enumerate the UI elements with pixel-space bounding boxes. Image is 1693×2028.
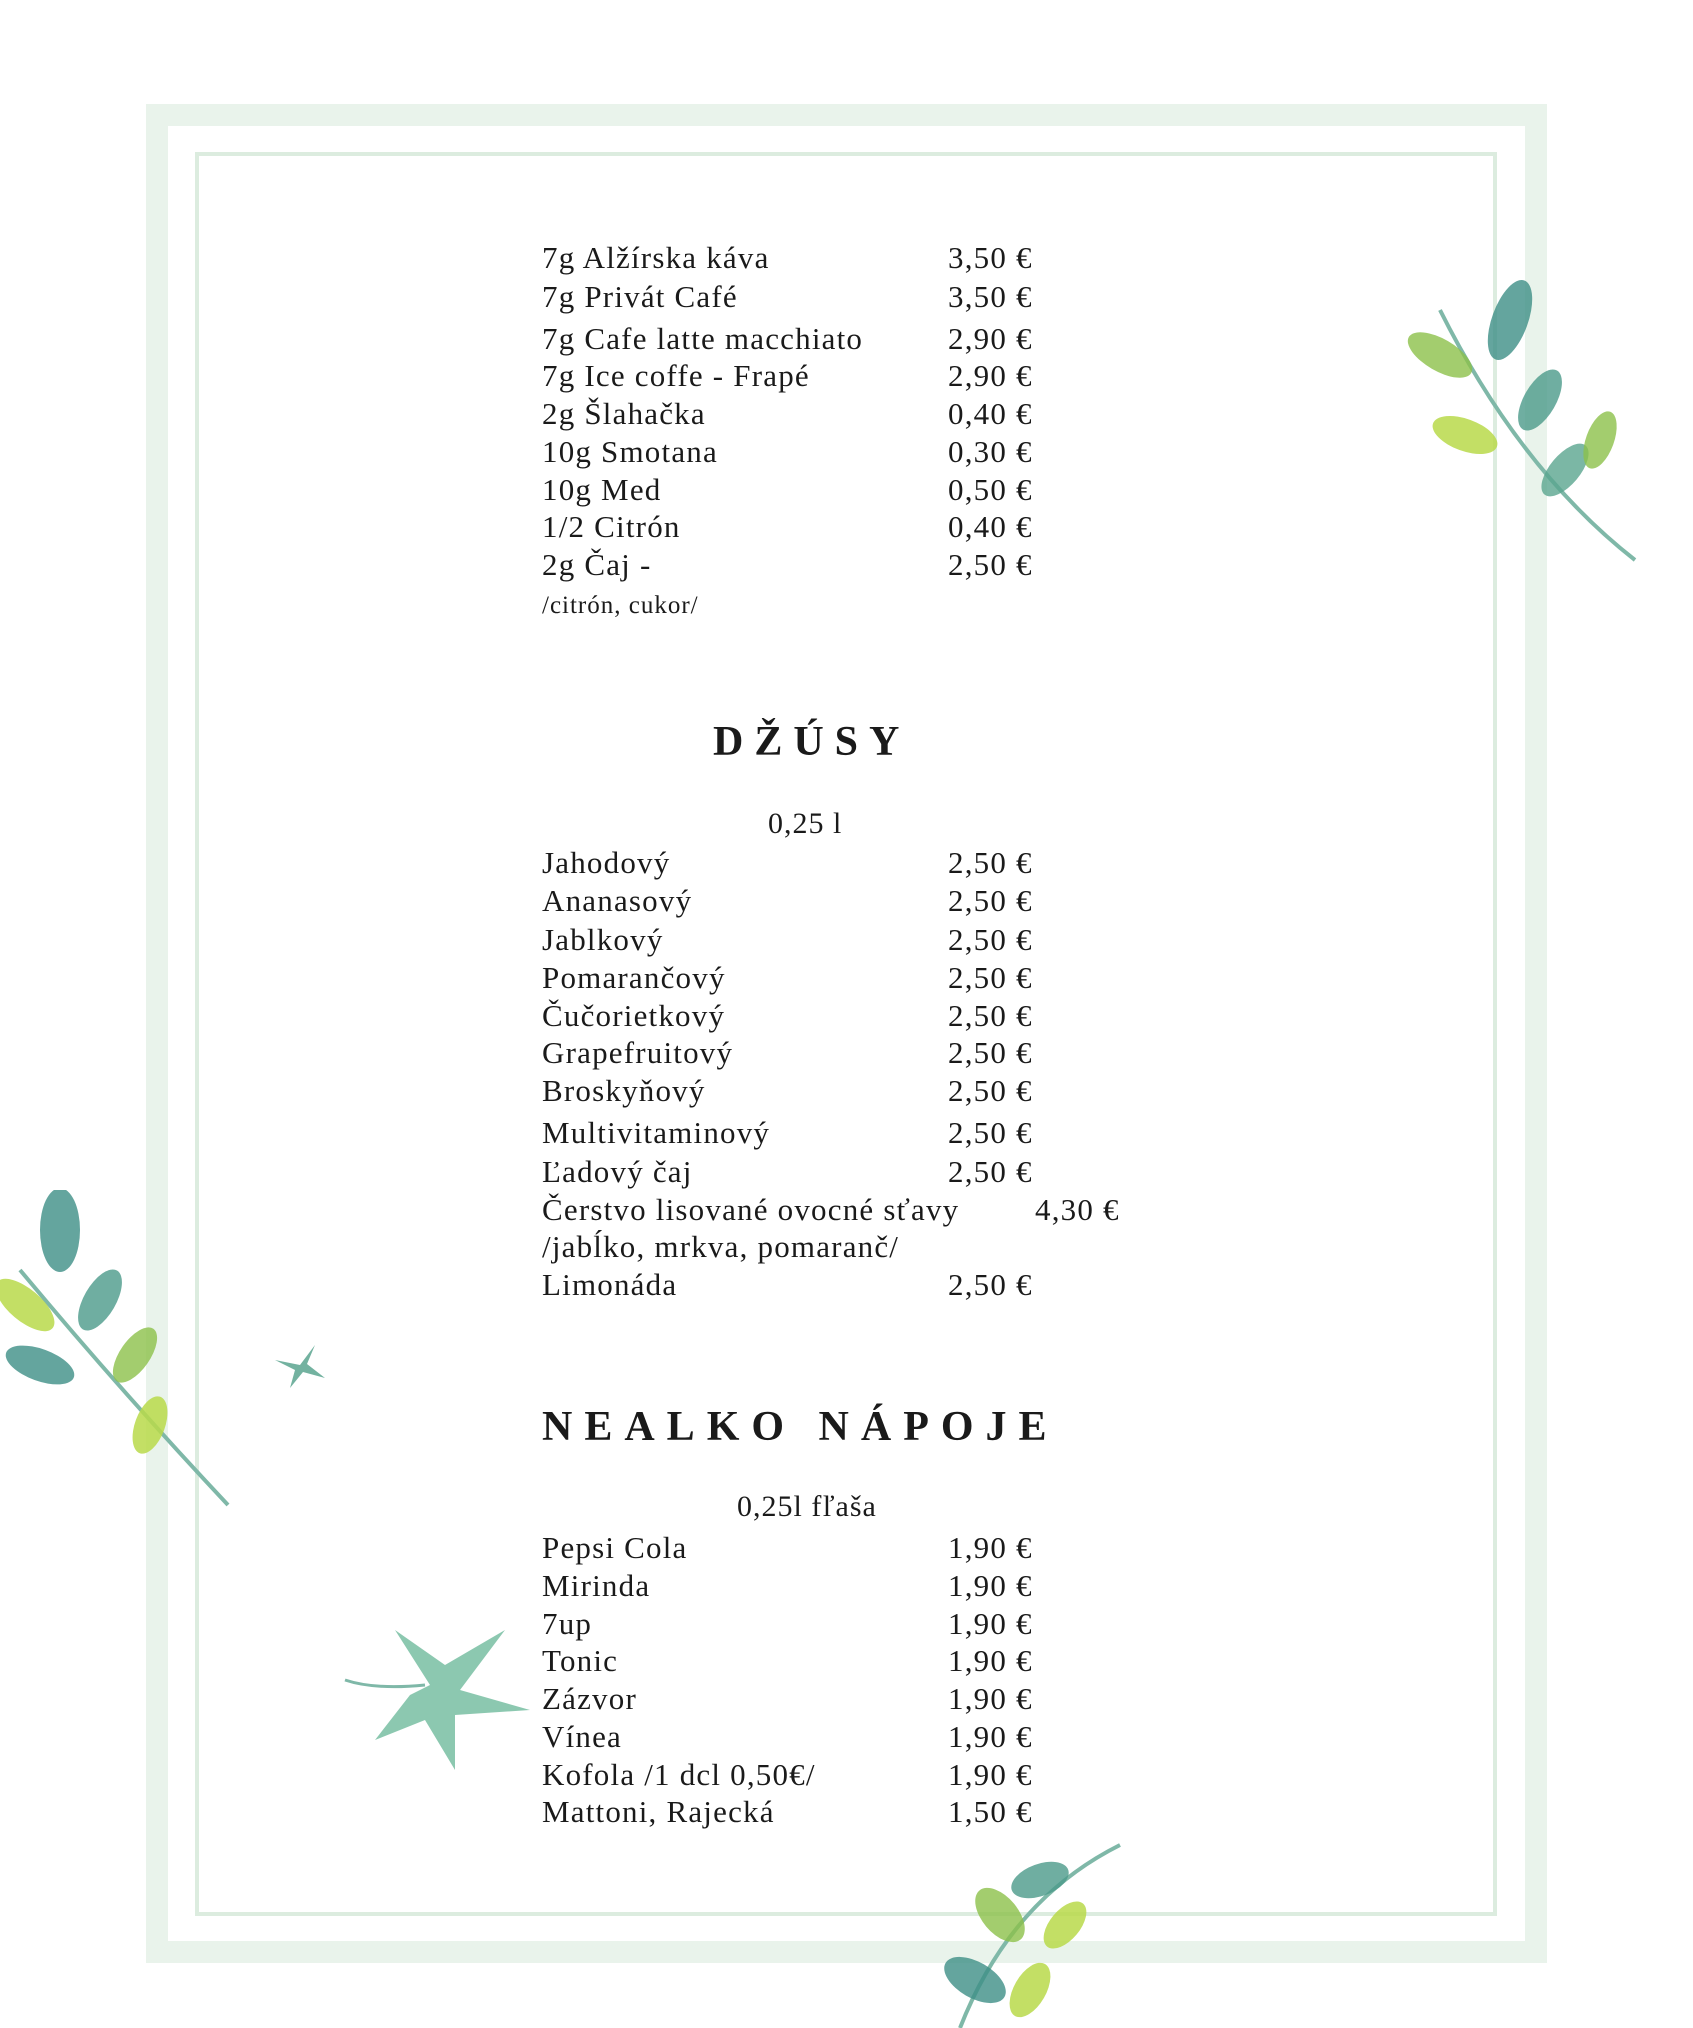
menu-item-price: 2,50 € xyxy=(948,1073,1033,1108)
menu-item-price: 0,30 € xyxy=(948,434,1033,469)
juices-volume: 0,25 l xyxy=(768,807,843,840)
menu-item-price: 1,90 € xyxy=(948,1757,1033,1792)
menu-item-name: Kofola /1 dcl 0,50€/ xyxy=(542,1757,816,1792)
menu-item-name: 10g Med xyxy=(542,472,662,507)
menu-item-price: 4,30 € xyxy=(1035,1192,1120,1227)
menu-item-price: 0,50 € xyxy=(948,472,1033,507)
menu-item-price: 2,50 € xyxy=(948,1267,1033,1302)
leaf-branch-bottom-icon xyxy=(890,1840,1130,2028)
menu-item-price: 2,50 € xyxy=(948,922,1033,957)
star-leaf-icon xyxy=(335,1620,535,1780)
menu-item-price: 2,50 € xyxy=(948,998,1033,1033)
menu-item-name: 1/2 Citrón xyxy=(542,509,681,544)
menu-item-name: Tonic xyxy=(542,1643,619,1678)
menu-item-name: 2g Šlahačka xyxy=(542,396,706,431)
menu-item-price: 2,50 € xyxy=(948,1115,1033,1150)
menu-item-price: 2,50 € xyxy=(948,1154,1033,1189)
soft-drinks-heading: NEALKO NÁPOJE xyxy=(542,1404,1059,1450)
coffee-note: /citrón, cukor/ xyxy=(542,592,699,619)
leaf-branch-left-icon xyxy=(0,1190,240,1520)
menu-item-name: Grapefruitový xyxy=(542,1035,734,1070)
menu-item-price: 1,90 € xyxy=(948,1568,1033,1603)
menu-item-name: 7g Alžírska káva xyxy=(542,240,770,275)
menu-item-price: 1,90 € xyxy=(948,1643,1033,1678)
menu-item-name: Čerstvo lisované ovocné sťavy xyxy=(542,1192,960,1227)
menu-item-price: 2,50 € xyxy=(948,845,1033,880)
small-leaf-icon xyxy=(265,1340,335,1390)
menu-item-name: 10g Smotana xyxy=(542,434,718,469)
menu-item-price: 2,50 € xyxy=(948,1035,1033,1070)
menu-item-price: 3,50 € xyxy=(948,279,1033,314)
menu-item-name: Zázvor xyxy=(542,1681,637,1716)
menu-item-name: 7g Ice coffe - Frapé xyxy=(542,358,810,393)
menu-item-price: 3,50 € xyxy=(948,240,1033,275)
menu-item-price: 2,90 € xyxy=(948,321,1033,356)
menu-item-name: Pepsi Cola xyxy=(542,1530,688,1565)
menu-item-price: 2,90 € xyxy=(948,358,1033,393)
menu-item-name: Multivitaminový xyxy=(542,1115,771,1150)
menu-item-name: 2g Čaj - xyxy=(542,547,652,582)
soft-drinks-volume: 0,25l fľaša xyxy=(737,1490,877,1523)
menu-item-name: Jablkový xyxy=(542,922,664,957)
menu-item-name: Pomarančový xyxy=(542,960,726,995)
menu-item-price: 1,90 € xyxy=(948,1719,1033,1754)
menu-item-name: Mattoni, Rajecká xyxy=(542,1794,775,1829)
menu-item-price: 1,90 € xyxy=(948,1681,1033,1716)
menu-item-name: /jabĺko, mrkva, pomaranč/ xyxy=(542,1229,900,1264)
menu-item-price: 1,50 € xyxy=(948,1794,1033,1829)
menu-item-price: 2,50 € xyxy=(948,883,1033,918)
menu-item-price: 2,50 € xyxy=(948,960,1033,995)
menu-item-name: Jahodový xyxy=(542,845,671,880)
menu-item-name: 7g Cafe latte macchiato xyxy=(542,321,864,356)
menu-item-price: 0,40 € xyxy=(948,509,1033,544)
menu-item-name: Broskyňový xyxy=(542,1073,706,1108)
leaf-branch-top-right-icon xyxy=(1400,270,1660,570)
menu-item-price: 1,90 € xyxy=(948,1606,1033,1641)
menu-item-name: Mirinda xyxy=(542,1568,651,1603)
menu-item-name: 7up xyxy=(542,1606,593,1641)
menu-item-name: Ľadový čaj xyxy=(542,1154,693,1189)
menu-item-name: Čučorietkový xyxy=(542,998,726,1033)
menu-item-price: 0,40 € xyxy=(948,396,1033,431)
menu-item-name: 7g Privát Café xyxy=(542,279,738,314)
menu-item-price: 2,50 € xyxy=(948,547,1033,582)
menu-item-name: Ananasový xyxy=(542,883,693,918)
menu-item-name: Limonáda xyxy=(542,1267,678,1302)
menu-item-name: Vínea xyxy=(542,1719,623,1754)
juices-heading: DŽÚSY xyxy=(713,719,911,765)
menu-item-price: 1,90 € xyxy=(948,1530,1033,1565)
